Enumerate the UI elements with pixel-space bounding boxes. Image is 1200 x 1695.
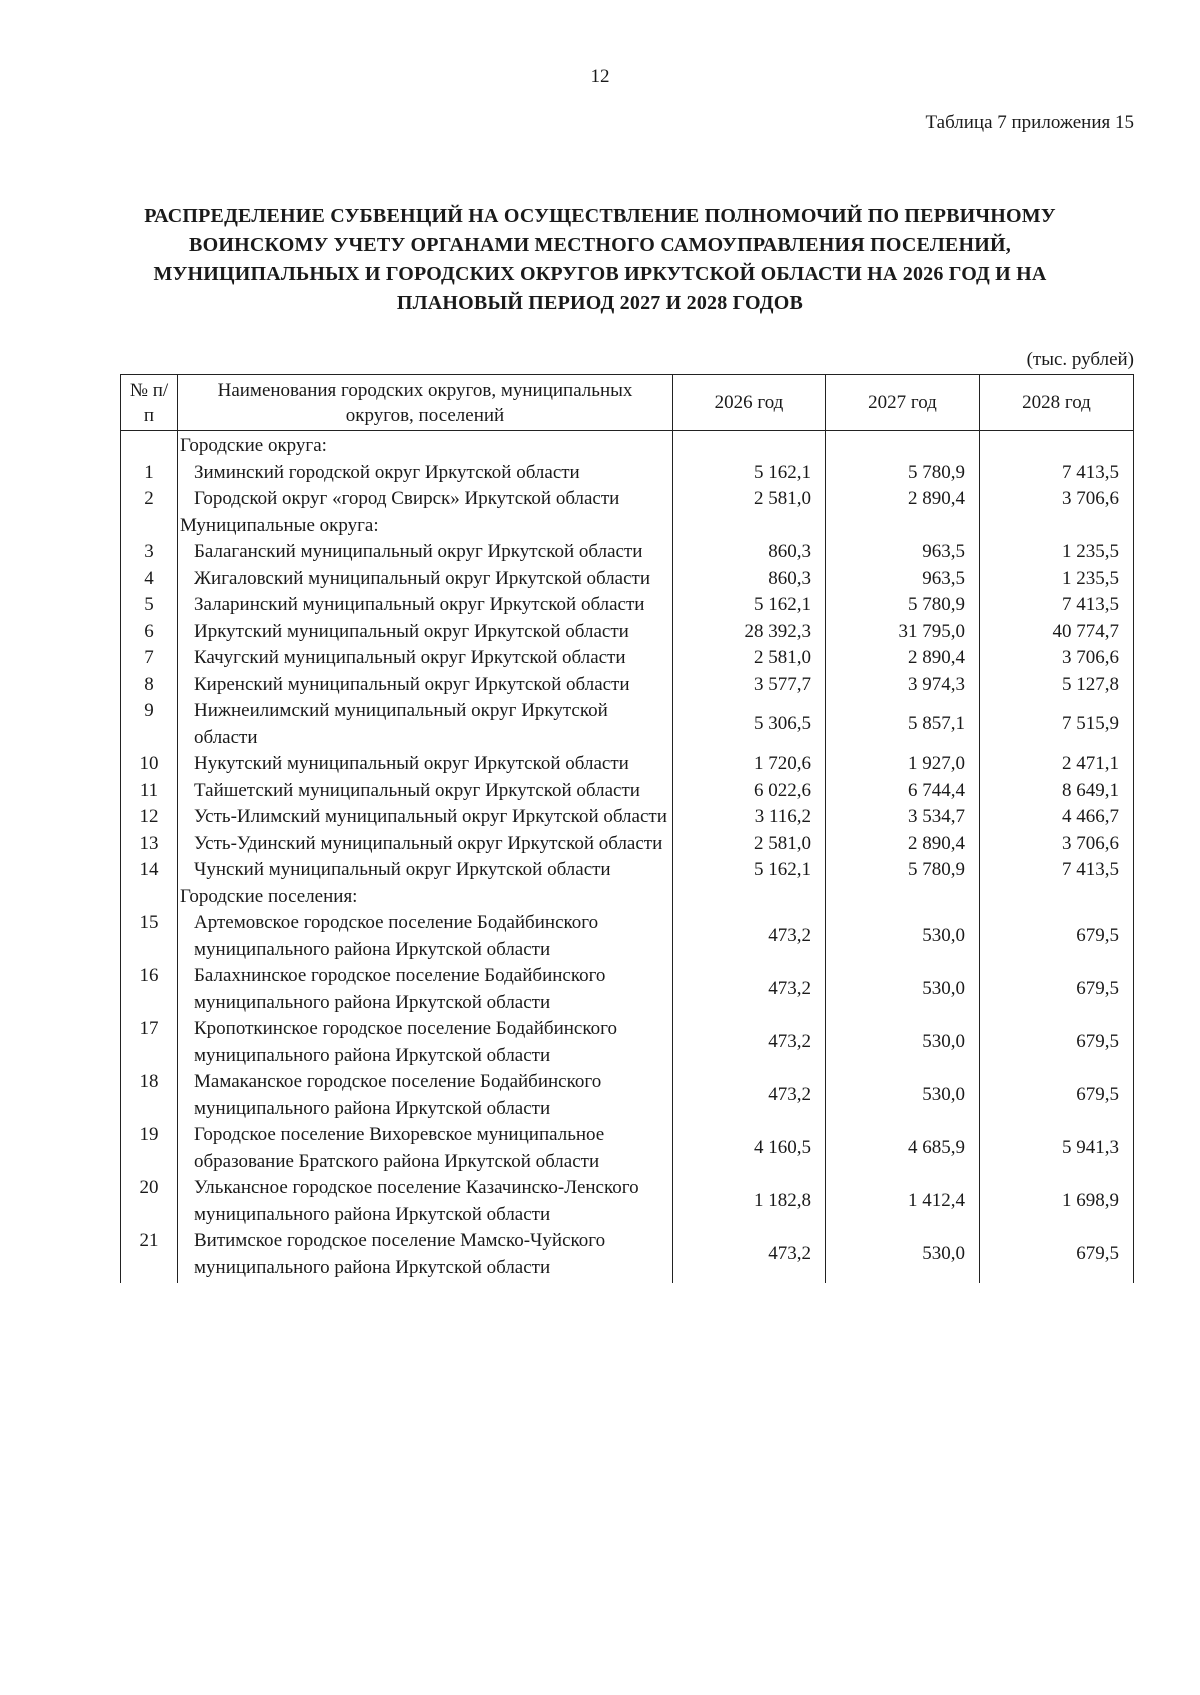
row-name-cell: Городской округ «город Свирск» Иркутской области <box>178 486 673 513</box>
value-2027-cell: 530,0 <box>826 910 980 963</box>
row-number-cell: 9 <box>121 698 178 751</box>
row-number-cell: 10 <box>121 751 178 778</box>
value-2028-cell: 679,5 <box>980 910 1134 963</box>
units-label: (тыс. рублей) <box>1026 349 1134 370</box>
row-name-cell: Жигаловский муниципальный округ Иркутской области <box>178 566 673 593</box>
column-header-2028: 2028 год <box>980 375 1134 431</box>
value-2026-cell: 1 720,6 <box>673 751 826 778</box>
row-name-cell: Кропоткинское городское поселение Бодайбинского муниципального района Иркутской области <box>178 1016 673 1069</box>
value-2028-cell: 3 706,6 <box>980 831 1134 858</box>
row-number-cell: 18 <box>121 1069 178 1122</box>
row-number-cell: 3 <box>121 539 178 566</box>
table-row <box>121 1228 1134 1283</box>
value-2027-cell <box>826 513 980 540</box>
table-reference: Таблица 7 приложения 15 <box>925 112 1134 133</box>
table-row <box>121 857 1134 884</box>
table-row <box>121 963 1134 1016</box>
row-name-cell: Артемовское городское поселение Бодайбинского муниципального района Иркутской области <box>178 910 673 963</box>
row-name-cell: Качугский муниципальный округ Иркутской области <box>178 645 673 672</box>
value-2026-cell: 1 182,8 <box>673 1175 826 1228</box>
value-2026-cell: 473,2 <box>673 1069 826 1122</box>
value-2028-cell <box>980 884 1134 911</box>
table-row <box>121 804 1134 831</box>
value-2028-cell: 7 413,5 <box>980 592 1134 619</box>
table-body <box>121 431 1134 1284</box>
table-row <box>121 910 1134 963</box>
value-2026-cell: 860,3 <box>673 566 826 593</box>
table-row <box>121 566 1134 593</box>
value-2027-cell: 2 890,4 <box>826 486 980 513</box>
value-2027-cell: 5 780,9 <box>826 857 980 884</box>
value-2027-cell: 530,0 <box>826 1069 980 1122</box>
value-2028-cell: 3 706,6 <box>980 486 1134 513</box>
table-row <box>121 778 1134 805</box>
value-2026-cell: 2 581,0 <box>673 645 826 672</box>
value-2026-cell: 6 022,6 <box>673 778 826 805</box>
value-2028-cell <box>980 513 1134 540</box>
value-2027-cell: 5 857,1 <box>826 698 980 751</box>
row-name-cell: Чунский муниципальный округ Иркутской области <box>178 857 673 884</box>
value-2028-cell: 679,5 <box>980 963 1134 1016</box>
row-name-cell: Киренский муниципальный округ Иркутской области <box>178 672 673 699</box>
value-2027-cell: 31 795,0 <box>826 619 980 646</box>
value-2028-cell <box>980 431 1134 460</box>
value-2028-cell: 679,5 <box>980 1016 1134 1069</box>
title-line: МУНИЦИПАЛЬНЫХ И ГОРОДСКИХ ОКРУГОВ ИРКУТСКОЙ ОБЛАСТИ НА 2026 ГОД И НА <box>153 263 1047 285</box>
value-2027-cell: 963,5 <box>826 539 980 566</box>
value-2027-cell: 6 744,4 <box>826 778 980 805</box>
table-row <box>121 619 1134 646</box>
value-2027-cell: 530,0 <box>826 1016 980 1069</box>
group-heading-cell: Городские поселения: <box>178 884 673 911</box>
row-number-cell: 4 <box>121 566 178 593</box>
value-2026-cell: 4 160,5 <box>673 1122 826 1175</box>
row-number-cell: 7 <box>121 645 178 672</box>
row-name-cell: Балахнинское городское поселение Бодайбинского муниципального района Иркутской области <box>178 963 673 1016</box>
table-row <box>121 698 1134 751</box>
column-header-name: Наименования городских округов, муниципальных округов, поселений <box>178 375 673 431</box>
row-name-cell: Нижнеилимский муниципальный округ Иркутской области <box>178 698 673 751</box>
title-line: ПЛАНОВЫЙ ПЕРИОД 2027 И 2028 ГОДОВ <box>396 292 804 314</box>
value-2026-cell: 2 581,0 <box>673 486 826 513</box>
table-group-row <box>121 431 1134 460</box>
value-2026-cell: 28 392,3 <box>673 619 826 646</box>
group-heading-cell: Муниципальные округа: <box>178 513 673 540</box>
value-2027-cell: 3 974,3 <box>826 672 980 699</box>
row-number-cell: 21 <box>121 1228 178 1283</box>
subsidy-table <box>120 374 1134 1283</box>
table-header-row <box>121 375 1134 431</box>
value-2028-cell: 679,5 <box>980 1228 1134 1283</box>
table-row <box>121 539 1134 566</box>
value-2026-cell: 3 116,2 <box>673 804 826 831</box>
row-name-cell: Усть-Удинский муниципальный округ Иркутской области <box>178 831 673 858</box>
value-2027-cell <box>826 884 980 911</box>
value-2028-cell: 8 649,1 <box>980 778 1134 805</box>
table-row <box>121 1016 1134 1069</box>
value-2027-cell <box>826 431 980 460</box>
value-2026-cell <box>673 884 826 911</box>
value-2027-cell: 963,5 <box>826 566 980 593</box>
page-number: 12 <box>590 66 610 87</box>
row-number-cell: 16 <box>121 963 178 1016</box>
row-number-cell: 13 <box>121 831 178 858</box>
group-heading-cell: Городские округа: <box>178 431 673 460</box>
row-name-cell: Иркутский муниципальный округ Иркутской области <box>178 619 673 646</box>
row-number-cell: 6 <box>121 619 178 646</box>
row-number-cell <box>121 431 178 460</box>
row-name-cell: Балаганский муниципальный округ Иркутской области <box>178 539 673 566</box>
table-row <box>121 1069 1134 1122</box>
value-2028-cell: 4 466,7 <box>980 804 1134 831</box>
row-name-cell: Нукутский муниципальный округ Иркутской области <box>178 751 673 778</box>
title-line: ВОИНСКОМУ УЧЕТУ ОРГАНАМИ МЕСТНОГО САМОУПРАВЛЕНИЯ ПОСЕЛЕНИЙ, <box>189 234 1011 256</box>
row-number-cell: 5 <box>121 592 178 619</box>
row-number-cell: 20 <box>121 1175 178 1228</box>
value-2026-cell: 5 162,1 <box>673 460 826 487</box>
value-2028-cell: 7 413,5 <box>980 460 1134 487</box>
row-name-cell: Мамаканское городское поселение Бодайбинского муниципального района Иркутской области <box>178 1069 673 1122</box>
value-2027-cell: 2 890,4 <box>826 831 980 858</box>
value-2027-cell: 530,0 <box>826 1228 980 1283</box>
value-2028-cell: 40 774,7 <box>980 619 1134 646</box>
value-2026-cell: 2 581,0 <box>673 831 826 858</box>
row-number-cell: 11 <box>121 778 178 805</box>
row-number-cell: 2 <box>121 486 178 513</box>
table-row <box>121 592 1134 619</box>
value-2028-cell: 7 413,5 <box>980 857 1134 884</box>
value-2026-cell: 473,2 <box>673 910 826 963</box>
table-row <box>121 1175 1134 1228</box>
value-2026-cell: 3 577,7 <box>673 672 826 699</box>
row-name-cell: Тайшетский муниципальный округ Иркутской области <box>178 778 673 805</box>
value-2028-cell: 5 941,3 <box>980 1122 1134 1175</box>
value-2026-cell: 5 306,5 <box>673 698 826 751</box>
value-2028-cell: 3 706,6 <box>980 645 1134 672</box>
row-name-cell: Улькансное городское поселение Казачинско-Ленского муниципального района Иркутской области <box>178 1175 673 1228</box>
value-2028-cell: 1 235,5 <box>980 539 1134 566</box>
value-2027-cell: 1 927,0 <box>826 751 980 778</box>
title-line: РАСПРЕДЕЛЕНИЕ СУБВЕНЦИЙ НА ОСУЩЕСТВЛЕНИЕ ПОЛНОМОЧИЙ ПО ПЕРВИЧНОМУ <box>144 205 1056 227</box>
table-row <box>121 751 1134 778</box>
value-2026-cell: 473,2 <box>673 963 826 1016</box>
row-number-cell: 12 <box>121 804 178 831</box>
row-number-cell: 15 <box>121 910 178 963</box>
value-2027-cell: 3 534,7 <box>826 804 980 831</box>
value-2027-cell: 4 685,9 <box>826 1122 980 1175</box>
table-group-row <box>121 513 1134 540</box>
row-number-cell: 1 <box>121 460 178 487</box>
table-row <box>121 672 1134 699</box>
table-row <box>121 486 1134 513</box>
table-row <box>121 645 1134 672</box>
column-header-2026: 2026 год <box>673 375 826 431</box>
row-name-cell: Усть-Илимский муниципальный округ Иркутской области <box>178 804 673 831</box>
row-number-cell: 14 <box>121 857 178 884</box>
value-2028-cell: 1 235,5 <box>980 566 1134 593</box>
table-row <box>121 1122 1134 1175</box>
row-number-cell: 17 <box>121 1016 178 1069</box>
row-name-cell: Заларинский муниципальный округ Иркутской области <box>178 592 673 619</box>
value-2026-cell: 473,2 <box>673 1016 826 1069</box>
value-2028-cell: 7 515,9 <box>980 698 1134 751</box>
table-row <box>121 831 1134 858</box>
row-number-cell: 19 <box>121 1122 178 1175</box>
row-name-cell: Витимское городское поселение Мамско-Чуйского муниципального района Иркутской области <box>178 1228 673 1283</box>
value-2028-cell: 5 127,8 <box>980 672 1134 699</box>
value-2028-cell: 2 471,1 <box>980 751 1134 778</box>
row-number-cell <box>121 513 178 540</box>
value-2027-cell: 530,0 <box>826 963 980 1016</box>
document-title <box>120 202 1080 318</box>
row-name-cell: Городское поселение Вихоревское муниципальное образование Братского района Иркутской области <box>178 1122 673 1175</box>
value-2026-cell: 5 162,1 <box>673 592 826 619</box>
value-2027-cell: 5 780,9 <box>826 460 980 487</box>
column-header-num: № п/п <box>121 375 178 431</box>
value-2026-cell: 860,3 <box>673 539 826 566</box>
value-2028-cell: 679,5 <box>980 1069 1134 1122</box>
value-2027-cell: 2 890,4 <box>826 645 980 672</box>
value-2026-cell <box>673 513 826 540</box>
row-name-cell: Зиминский городской округ Иркутской области <box>178 460 673 487</box>
row-number-cell <box>121 884 178 911</box>
value-2026-cell: 473,2 <box>673 1228 826 1283</box>
table-row <box>121 460 1134 487</box>
column-header-2027: 2027 год <box>826 375 980 431</box>
value-2027-cell: 1 412,4 <box>826 1175 980 1228</box>
value-2026-cell <box>673 431 826 460</box>
table-group-row <box>121 884 1134 911</box>
value-2028-cell: 1 698,9 <box>980 1175 1134 1228</box>
value-2027-cell: 5 780,9 <box>826 592 980 619</box>
value-2026-cell: 5 162,1 <box>673 857 826 884</box>
row-number-cell: 8 <box>121 672 178 699</box>
